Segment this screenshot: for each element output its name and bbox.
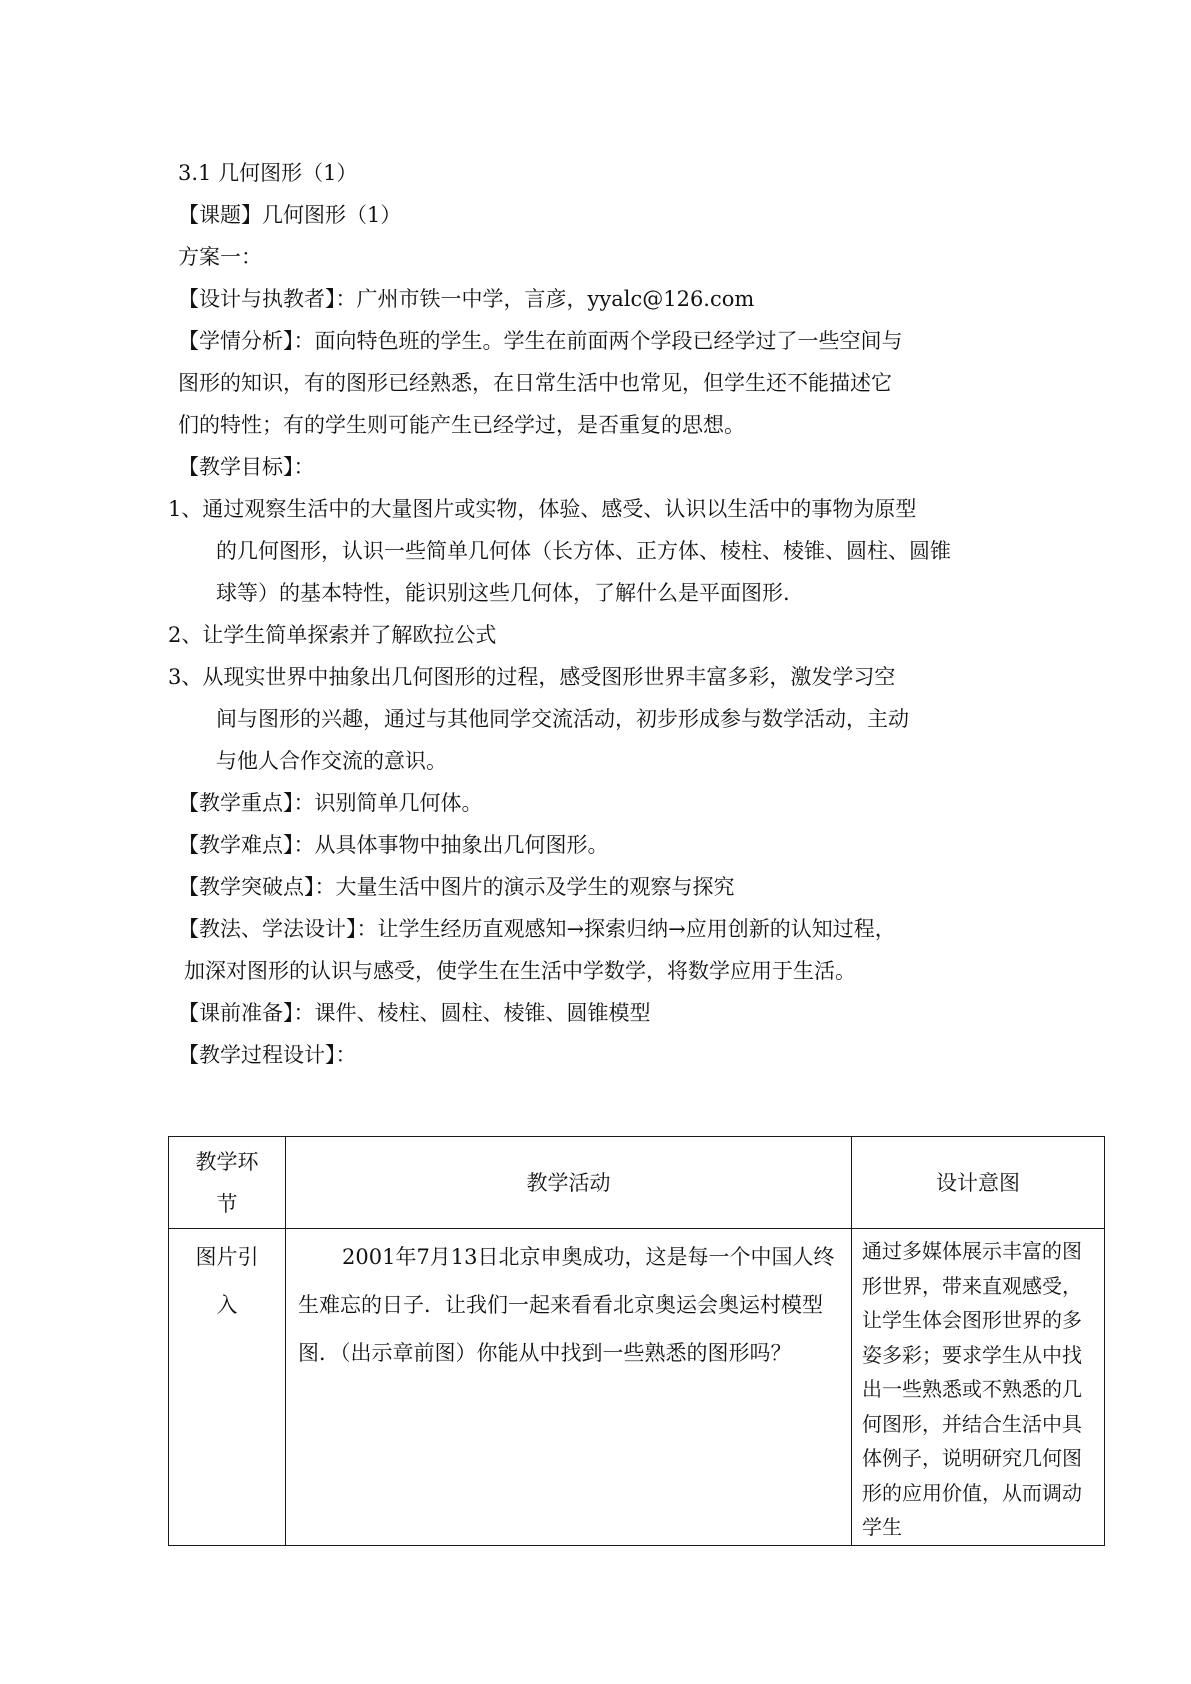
goal-line: 球等）的基本特性，能识别这些几何体，了解什么是平面图形. [216,581,790,605]
section-title: 3.1 几何图形（1） [178,161,358,185]
intent-cell: 通过多媒体展示丰富的图形世界，带来直观感受，让学生体会图形世界的多姿多彩；要求学生从中找出一些熟悉或不熟悉的几何图形，并结合生活中具体例子，说明研究几何图形的应用价值，从而调动学生 [852,1229,1105,1546]
preparation-line: 【课前准备】：课件、棱柱、圆柱、棱锥、圆锥模型 [178,1001,651,1025]
plan-line: 方案一： [178,245,262,269]
goal-line: 的几何图形，认识一些简单几何体（长方体、正方体、棱柱、棱锥、圆柱、圆锥 [216,539,951,563]
header-intent-cell [852,1137,1105,1229]
goals-heading: 【教学目标】： [178,455,315,479]
goal-line: 1、通过观察生活中的大量图片或实物，体验、感受、认识以生活中的事物为原型 [168,497,917,521]
goal-line: 2、让学生简单探索并了解欧拉公式 [168,623,497,647]
goal-line: 与他人合作交流的意识。 [216,749,447,773]
activity-cell: 2001年7月13日北京申奥成功，这是每一个中国人终生难忘的日子．让我们一起来看看北京奥运会奥运村模型图．（出示章前图）你能从中找到一些熟悉的图形吗？ [286,1229,852,1546]
breakthrough-line: 【教学突破点】：大量生活中图片的演示及学生的观察与探究 [178,875,735,899]
header-activity-cell [286,1137,852,1229]
designer-line: 【设计与执教者】：广州市铁一中学，言彦，yyalc@126.com [178,287,755,311]
lesson-plan-text [168,152,1038,1076]
analysis-line: 们的特性；有的学生则可能产生已经学过，是否重复的思想。 [178,413,745,437]
header-stage-cell [169,1137,286,1229]
topic-line: 【课题】几何图形（1） [178,203,402,227]
goal-line: 3、从现实世界中抽象出几何图形的过程，感受图形世界丰富多彩，激发学习空 [168,665,896,689]
stage-cell [169,1229,286,1546]
header-intent: 设计意图 [936,1171,1020,1195]
stage-text: 图片引入 [195,1245,259,1317]
methods-line: 加深对图形的认识与感受，使学生在生活中学数学，将数学应用于生活。 [184,959,856,983]
teaching-process-table [168,1136,1105,1546]
process-heading: 【教学过程设计】： [178,1043,357,1067]
goal-line: 间与图形的兴趣，通过与其他同学交流活动，初步形成参与数学活动，主动 [216,707,909,731]
header-stage: 教学环节 [195,1150,259,1216]
table-row [169,1229,1105,1546]
analysis-line: 图形的知识，有的图形已经熟悉，在日常生活中也常见，但学生还不能描述它 [178,371,892,395]
difficulty-line: 【教学难点】：从具体事物中抽象出几何图形。 [178,833,609,857]
analysis-line: 【学情分析】：面向特色班的学生。学生在前面两个学段已经学过了一些空间与 [178,329,903,353]
methods-line: 【教法、学法设计】：让学生经历直观感知→探索归纳→应用创新的认知过程， [178,917,896,941]
header-activity: 教学活动 [526,1171,611,1195]
table-header-row [169,1137,1105,1229]
key-point-line: 【教学重点】：识别简单几何体。 [178,791,483,815]
